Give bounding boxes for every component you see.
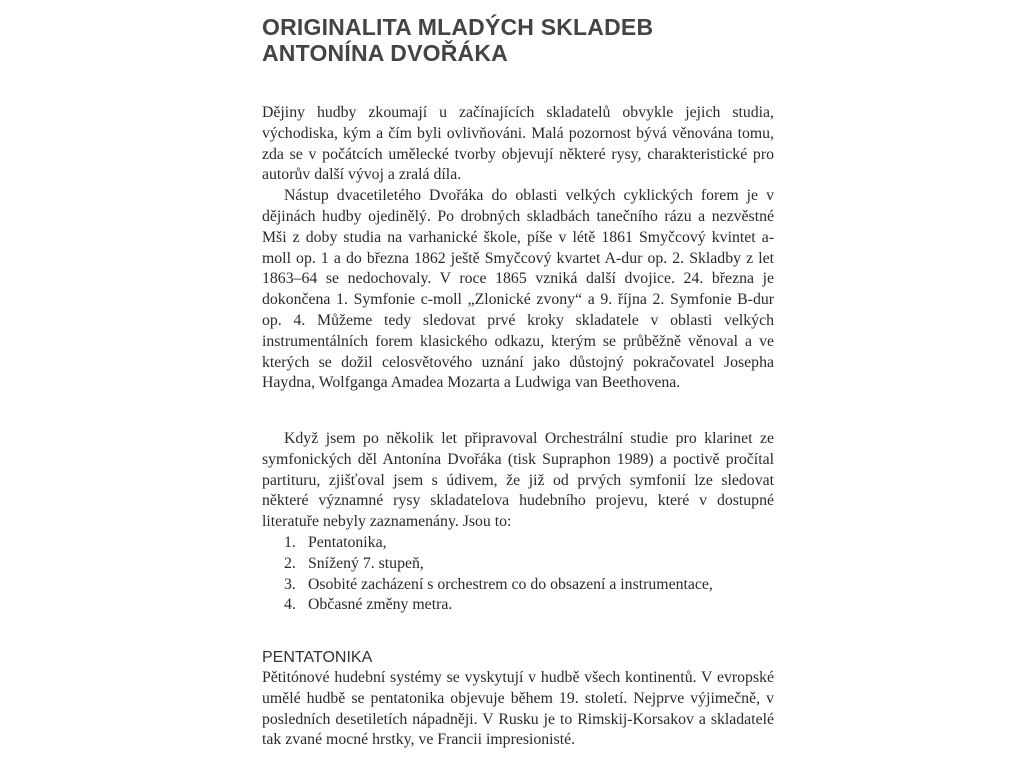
list-item-number: 3. bbox=[284, 575, 296, 593]
intro-section bbox=[262, 103, 774, 394]
page-title-line-1: ORIGINALITA MLADÝCH SKLADEB bbox=[262, 14, 654, 40]
list-item-text: Osobité zacházení s orchestrem co do obsazení a instrumentace, bbox=[308, 575, 713, 593]
page-title bbox=[262, 14, 653, 66]
list-item bbox=[262, 554, 774, 575]
list-item-text: Občasné změny metra. bbox=[308, 596, 453, 614]
research-section bbox=[262, 429, 774, 616]
research-paragraph: Když jsem po několik let připravoval Orchestrální studie pro klarinet ze symfonických děl Antonína Dvořáka (tisk Supraphon 1989) a poctivě pročítal partituru, zjišťoval jsem s údivem, že již od prvých symfonií lze sledovat některé významné rysy skladatelova hudebního projevu, které v dostupné literatuře nebyly zaznamenány. Jsou to: bbox=[262, 430, 774, 531]
list-item-text: Snížený 7. stupeň, bbox=[308, 554, 424, 572]
section-heading: PENTATONIKA bbox=[262, 649, 373, 666]
list-item-text: Pentatonika, bbox=[308, 533, 387, 551]
list-item bbox=[262, 533, 774, 554]
list-item-number: 2. bbox=[284, 554, 296, 572]
page-title-line-2: ANTONÍNA DVOŘÁKA bbox=[262, 40, 508, 66]
list-item-number: 4. bbox=[284, 596, 296, 614]
pentatonika-paragraph: Pětitónové hudební systémy se vyskytují v hudbě všech kontinentů. V evropské umělé hudbě se pentatonika objevuje během 19. století. Nejprve výjimečně, v posledních desetiletích nápadněji. V Rusku je to Rimskij-Korsakov a skladatelé tak zvané mocné hrstky, ve Francii impresionisté. bbox=[262, 669, 774, 749]
intro-paragraph-2: Nástup dvacetiletého Dvořáka do oblasti velkých cyklických forem je v dějinách hudby ojedinělý. Po drobných skladbách tanečního rázu a nezvěstné Mši z doby studia na varhanické škole, píše v létě 1861 Smyčcový kvintet a-moll op. 1 a do března 1862 ještě Smyčcový kvartet A-dur op. 2. Skladby z let 1863–64 se nedochovaly. V roce 1865 vzniká další dvojice. 24. března je dokončena 1. Symfonie c-moll „Zlonické zvony“ a 9. října 2. Symfonie B-dur op. 4. Můžeme tedy sledovat prvé kroky skladatele v oblasti velkých instrumentálních forem klasického odkazu, kterým se průběžně věnoval a ve kterých se dožil celosvětového uznání jako důstojný pokračovatel Josepha Haydna, Wolfganga Amadea Mozarta a Ludwiga van Beethovena. bbox=[262, 187, 774, 392]
intro-paragraph-1: Dějiny hudby zkoumají u začínajících skladatelů obvykle jejich studia, východiska, kým a čím byli ovlivňováni. Malá pozornost bývá věnována tomu, zda se v počátcích umělecké tvorby objevují některé rysy, charakteristické pro autorův další vývoj a zralá díla. bbox=[262, 104, 774, 184]
list-item-number: 1. bbox=[284, 533, 296, 551]
list-item bbox=[262, 595, 774, 616]
list-item bbox=[262, 575, 774, 596]
pentatonika-section bbox=[262, 668, 774, 751]
feature-list bbox=[262, 533, 774, 616]
